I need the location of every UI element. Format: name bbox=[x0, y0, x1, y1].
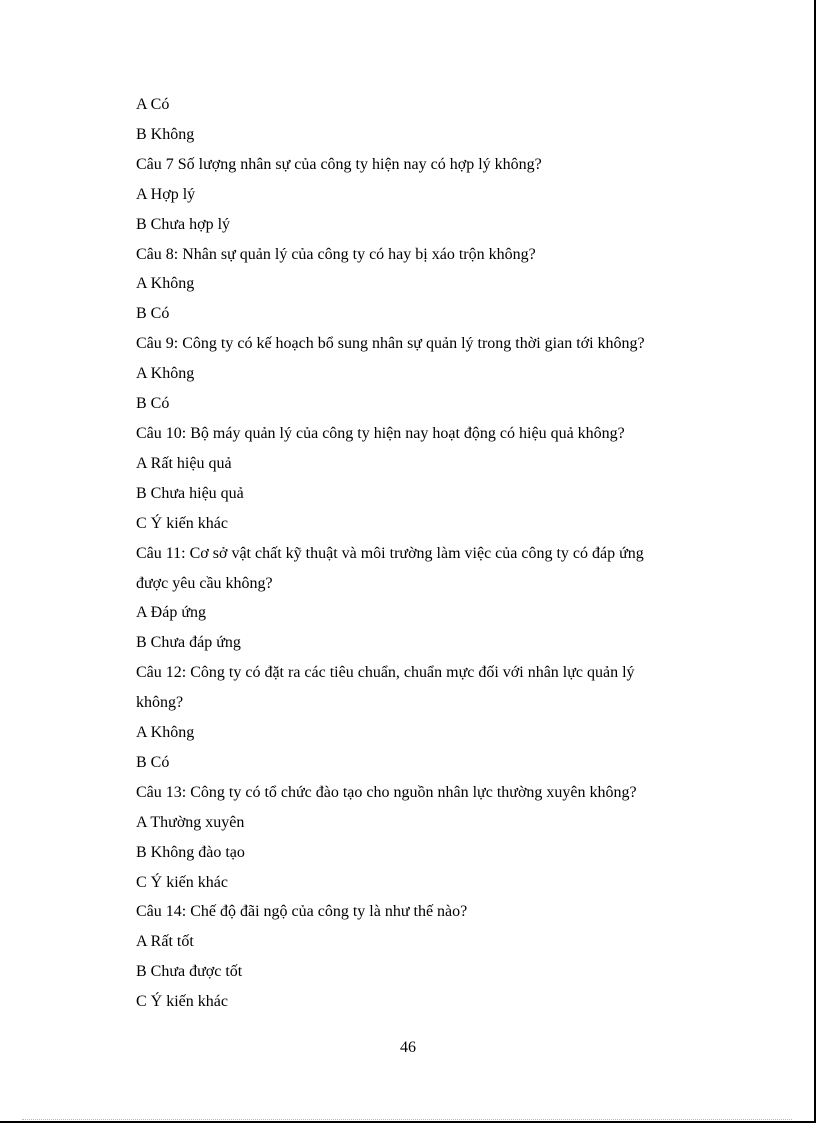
question-11: Câu 11: Cơ sở vật chất kỹ thuật và môi trường làm việc của công ty có đáp ứng bbox=[136, 544, 644, 562]
answer-option: A Có bbox=[136, 96, 170, 113]
answer-option: B Có bbox=[136, 305, 170, 323]
answer-option: B Chưa hiệu quả bbox=[136, 484, 244, 502]
answer-option: B Chưa đáp ứng bbox=[136, 634, 241, 652]
page-bottom-dotted-rule bbox=[22, 1119, 792, 1120]
answer-option: A Không bbox=[136, 724, 195, 742]
question-12-continued: không? bbox=[136, 694, 184, 712]
answer-option: A Rất hiệu quả bbox=[136, 454, 232, 472]
question-11-continued: được yêu cầu không? bbox=[136, 574, 273, 592]
question-7: Câu 7 Số lượng nhân sự của công ty hiện nay có hợp lý không? bbox=[136, 155, 542, 173]
question-13: Câu 13: Công ty có tổ chức đào tạo cho nguồn nhân lực thường xuyên không? bbox=[136, 783, 637, 801]
answer-option: A Thường xuyên bbox=[136, 813, 245, 831]
answer-option: A Rất tốt bbox=[136, 933, 194, 951]
answer-option: A Đáp ứng bbox=[136, 604, 206, 622]
question-10: Câu 10: Bộ máy quản lý của công ty hiện nay hoạt động có hiệu quả không? bbox=[136, 424, 625, 442]
answer-option: A Không bbox=[136, 365, 195, 383]
page-number: 46 bbox=[400, 1039, 416, 1056]
questionnaire-body bbox=[136, 90, 706, 1017]
answer-option: C Ý kiến khác bbox=[136, 873, 228, 891]
answer-option: A Hợp lý bbox=[136, 185, 196, 203]
answer-option: B Chưa được tốt bbox=[136, 963, 243, 981]
question-12: Câu 12: Công ty có đặt ra các tiêu chuẩn, chuẩn mực đối với nhân lực quản lý bbox=[136, 664, 635, 682]
answer-option: B Chưa hợp lý bbox=[136, 215, 231, 233]
answer-option: A Không bbox=[136, 275, 195, 293]
question-14: Câu 14: Chế độ đãi ngộ của công ty là như thế nào? bbox=[136, 903, 468, 921]
question-9: Câu 9: Công ty có kế hoạch bổ sung nhân sự quản lý trong thời gian tới không? bbox=[136, 335, 645, 353]
answer-option: B Có bbox=[136, 395, 170, 413]
answer-option: B Có bbox=[136, 753, 170, 771]
answer-option: C Ý kiến khác bbox=[136, 993, 228, 1011]
answer-option: B Không đào tạo bbox=[136, 843, 245, 861]
answer-option: C Ý kiến khác bbox=[136, 514, 228, 532]
question-8: Câu 8: Nhân sự quản lý của công ty có hay bị xáo trộn không? bbox=[136, 245, 536, 263]
answer-option: B Không bbox=[136, 125, 195, 143]
